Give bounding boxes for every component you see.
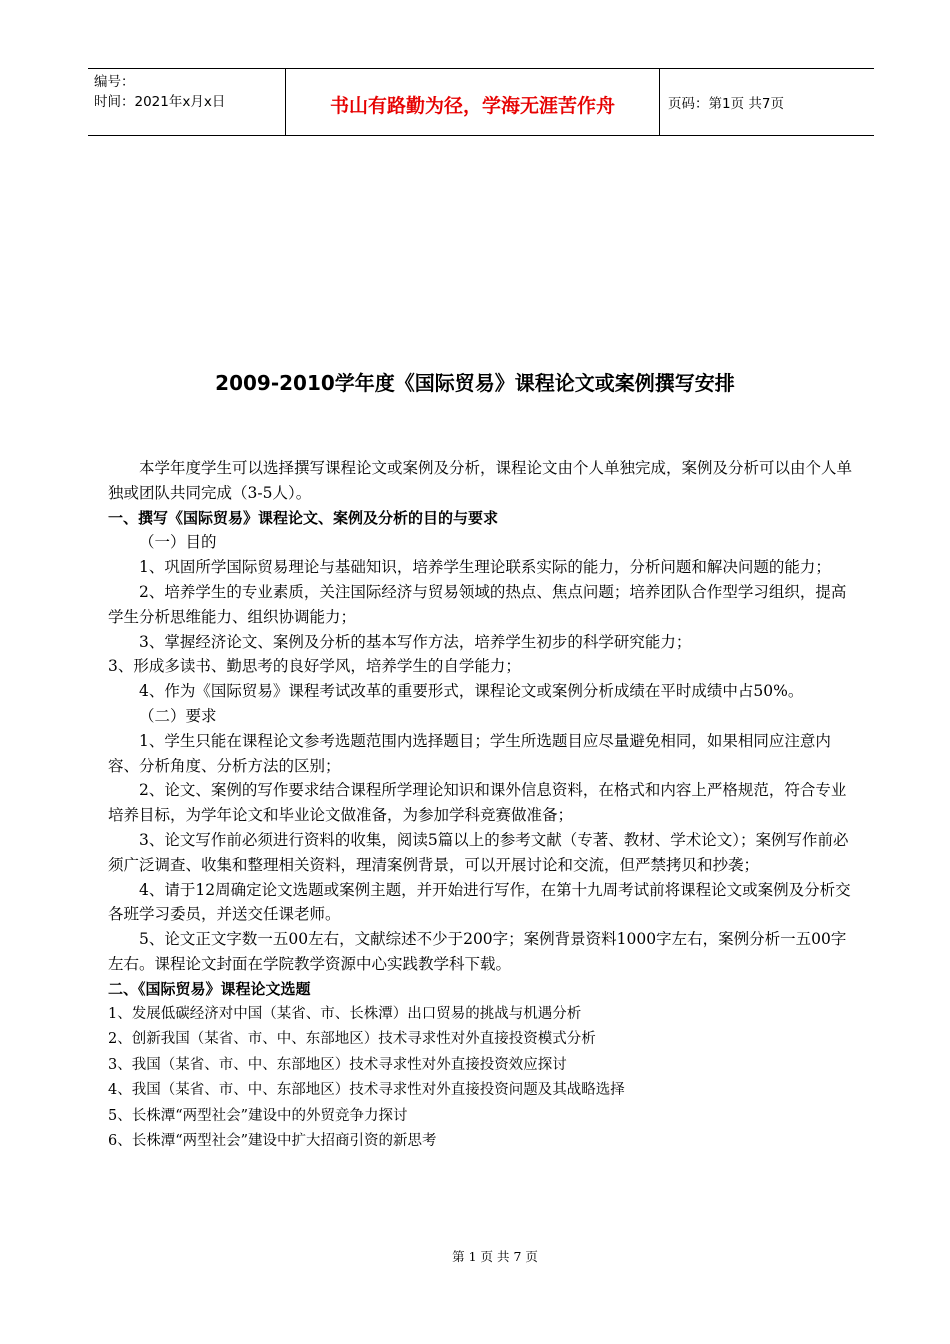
topic-item: 2、创新我国（某省、市、中、东部地区）技术寻求性对外直接投资模式分析 [108,1031,596,1048]
topic-list [108,1002,852,1155]
topic-item: 5、长株潭“两型社会”建设中的外贸竞争力探讨 [108,1107,408,1124]
requirement-item: 4、请于12周确定论文选题或案例主题，并开始进行写作，在第十九周考试前将课程论文或案例及分析交各班学习委员，并送交任课老师。 [108,880,851,924]
purpose-item: 2、培养学生的专业素质，关注国际经济与贸易领域的热点、焦点问题；培养团队合作型学习组织，提高学生分析思维能力、组织协调能力； [108,582,847,626]
header-page-code: 页码：第1页 共7页 [668,96,784,112]
requirement-item: 1、学生只能在课程论文参考选题范围内选择题目；学生所选题目应尽量避免相同，如果相同应注意内容、分析角度、分析方法的区别； [108,731,831,775]
header-meta [88,69,285,135]
topic-item: 6、长株潭“两型社会”建设中扩大招商引资的新思考 [108,1133,437,1150]
number-label: 编号： [94,74,135,90]
purpose-item: 4、作为《国际贸易》课程考试改革的重要形式，课程论文或案例分析成绩在平时成绩中占50%。 [139,682,804,701]
requirement-item: 3、论文写作前必须进行资料的收集，阅读5篇以上的参考文献（专著、教材、学术论文）；案例写作前必须广泛调查、收集和整理相关资料，理清案例背景，可以开展讨论和交流，但严禁拷贝和抄袭； [108,830,849,874]
intro-paragraph: 本学年度学生可以选择撰写课程论文或案例及分析，课程论文由个人单独完成，案例及分析可以由个人单独或团队共同完成（3-5人）。 [108,459,853,502]
requirement-item: 5、论文正文字数一五00左右，文献综述不少于200字；案例背景资料1000字左右，案例分析一五00字左右。课程论文封面在学院教学资源中心实践教学科下载。 [108,930,847,973]
page-header [88,68,874,136]
purpose-heading: （一）目的 [139,533,217,552]
topic-item: 1、发展低碳经济对中国（某省、市、长株潭）出口贸易的挑战与机遇分析 [108,1005,582,1022]
requirement-item: 2、论文、案例的写作要求结合课程所学理论知识和课外信息资料，在格式和内容上严格规范，符合专业培养目标，为学年论文和毕业论文做准备，为参加学科竞赛做准备； [108,781,847,825]
requirements-heading: （二）要求 [139,706,217,725]
header-motto: 书山有路勤为径，学海无涯苦作舟 [285,69,660,135]
purpose-item: 3、形成多读书、勤思考的良好学风，培养学生的自学能力； [108,657,521,676]
document-title: 2009-2010学年度《国际贸易》课程论文或案例撰写安排 [215,371,735,395]
document-body [108,456,852,1155]
topic-item: 4、我国（某省、市、中、东部地区）技术寻求性对外直接投资问题及其战略选择 [108,1082,625,1099]
section2-heading: 二、《国际贸易》课程论文选题 [108,979,311,998]
purpose-item: 3、掌握经济论文、案例及分析的基本写作方法，培养学生初步的科学研究能力； [139,632,692,651]
purpose-item: 1、巩固所学国际贸易理论与基础知识，培养学生理论联系实际的能力，分析问题和解决问题的能力； [139,558,831,577]
section1-heading: 一、撰写《国际贸易》课程论文、案例及分析的目的与要求 [108,508,499,527]
page-footer: 第 1 页 共 7 页 [452,1249,538,1264]
topic-item: 3、我国（某省、市、中、东部地区）技术寻求性对外直接投资效应探讨 [108,1056,567,1073]
time-label: 时间：2021年x月x日 [94,94,226,110]
